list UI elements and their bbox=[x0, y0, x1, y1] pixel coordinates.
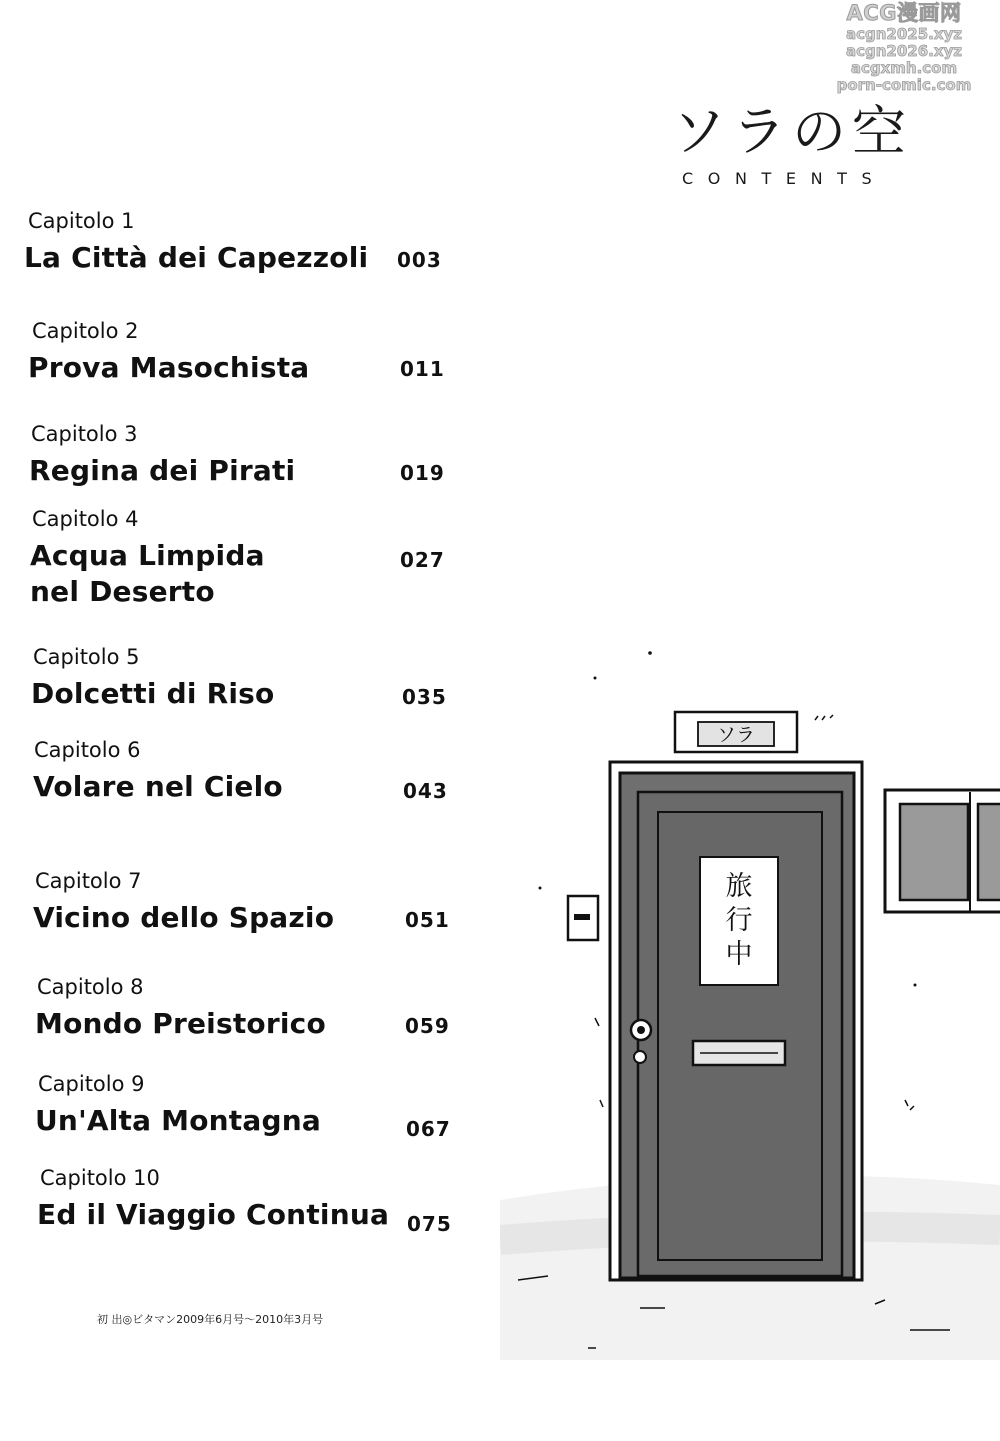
chapter-entry-1[interactable] bbox=[24, 208, 369, 276]
chapter-label: Capitolo 5 bbox=[33, 645, 140, 669]
chapter-label: Capitolo 3 bbox=[31, 422, 138, 446]
chapter-label: Capitolo 6 bbox=[34, 738, 141, 762]
chapter-page-5: 035 bbox=[402, 685, 447, 709]
chapter-label: Capitolo 10 bbox=[40, 1166, 160, 1190]
chapter-title: Acqua Limpida nel Deserto bbox=[30, 539, 265, 608]
watermark bbox=[834, 0, 974, 94]
chapter-page-4: 027 bbox=[400, 548, 445, 572]
chapter-page-9: 067 bbox=[406, 1117, 451, 1141]
chapter-entry-8[interactable] bbox=[37, 974, 326, 1042]
chapter-page-1: 003 bbox=[397, 248, 442, 272]
chapter-title: Prova Masochista bbox=[28, 351, 310, 384]
nameplate-text: ソラ bbox=[716, 724, 756, 746]
chapter-page-10: 075 bbox=[407, 1212, 452, 1236]
chapter-page-7: 051 bbox=[405, 908, 450, 932]
chapter-title: Volare nel Cielo bbox=[33, 770, 283, 803]
chapter-title: Un'Alta Montagna bbox=[35, 1104, 321, 1137]
door-illustration bbox=[500, 640, 1000, 1360]
doorbell-button-icon bbox=[574, 914, 590, 920]
ink-dot bbox=[914, 984, 917, 987]
door-notice-char: 旅 bbox=[725, 871, 753, 902]
watermark-line: acgn2025.xyz bbox=[845, 25, 963, 43]
chapter-title: Dolcetti di Riso bbox=[31, 677, 275, 710]
chapter-entry-3[interactable] bbox=[31, 421, 295, 489]
ink-dot bbox=[539, 887, 542, 890]
ink-dot bbox=[594, 677, 597, 680]
chapter-title: Vicino dello Spazio bbox=[33, 901, 335, 934]
chapter-entry-5[interactable] bbox=[33, 644, 274, 712]
ink-dot bbox=[648, 651, 652, 655]
ink-dash bbox=[815, 715, 833, 720]
chapter-page-2: 011 bbox=[400, 357, 445, 381]
chapter-label: Capitolo 2 bbox=[32, 319, 139, 343]
door-knob-icon bbox=[634, 1051, 646, 1063]
chapter-entry-7[interactable] bbox=[35, 868, 334, 936]
watermark-line: acgxmh.com bbox=[850, 59, 958, 77]
watermark-line: acgn2026.xyz bbox=[845, 42, 963, 60]
watermark-line: porn-comic.com bbox=[836, 76, 972, 94]
chapter-page-8: 059 bbox=[405, 1014, 450, 1038]
chapter-label: Capitolo 9 bbox=[38, 1072, 145, 1096]
chapter-title: Regina dei Pirati bbox=[29, 454, 296, 487]
door-notice-char: 行 bbox=[725, 905, 753, 936]
window-pane bbox=[978, 804, 1000, 900]
chapter-label: Capitolo 1 bbox=[28, 209, 135, 233]
chapter-page-3: 019 bbox=[400, 461, 445, 485]
window-pane bbox=[900, 804, 968, 900]
page-title-jp: ソラの空 bbox=[672, 100, 912, 163]
chapter-entry-9[interactable] bbox=[35, 1071, 321, 1139]
chapter-page-6: 043 bbox=[403, 779, 448, 803]
first-publication-note: 初 出◎ビタマン2009年6月号〜2010年3月号 bbox=[97, 1313, 324, 1326]
chapter-label: Capitolo 4 bbox=[32, 507, 139, 531]
chapter-label: Capitolo 8 bbox=[37, 975, 144, 999]
chapter-entry-10[interactable] bbox=[37, 1165, 390, 1233]
chapter-title: Mondo Preistorico bbox=[35, 1007, 326, 1040]
chapter-title: Ed il Viaggio Continua bbox=[37, 1198, 390, 1231]
contents-heading: CONTENTS bbox=[682, 169, 887, 188]
door-lock-keyhole bbox=[637, 1026, 645, 1034]
door-notice-char: 中 bbox=[725, 939, 753, 970]
chapter-title: La Città dei Capezzoli bbox=[24, 241, 369, 274]
chapter-entry-6[interactable] bbox=[34, 737, 283, 805]
watermark-logo: ACG漫画网 bbox=[846, 1, 962, 25]
chapter-entry-2[interactable] bbox=[28, 318, 310, 386]
chapter-entry-4[interactable] bbox=[32, 506, 265, 610]
chapter-label: Capitolo 7 bbox=[35, 869, 142, 893]
